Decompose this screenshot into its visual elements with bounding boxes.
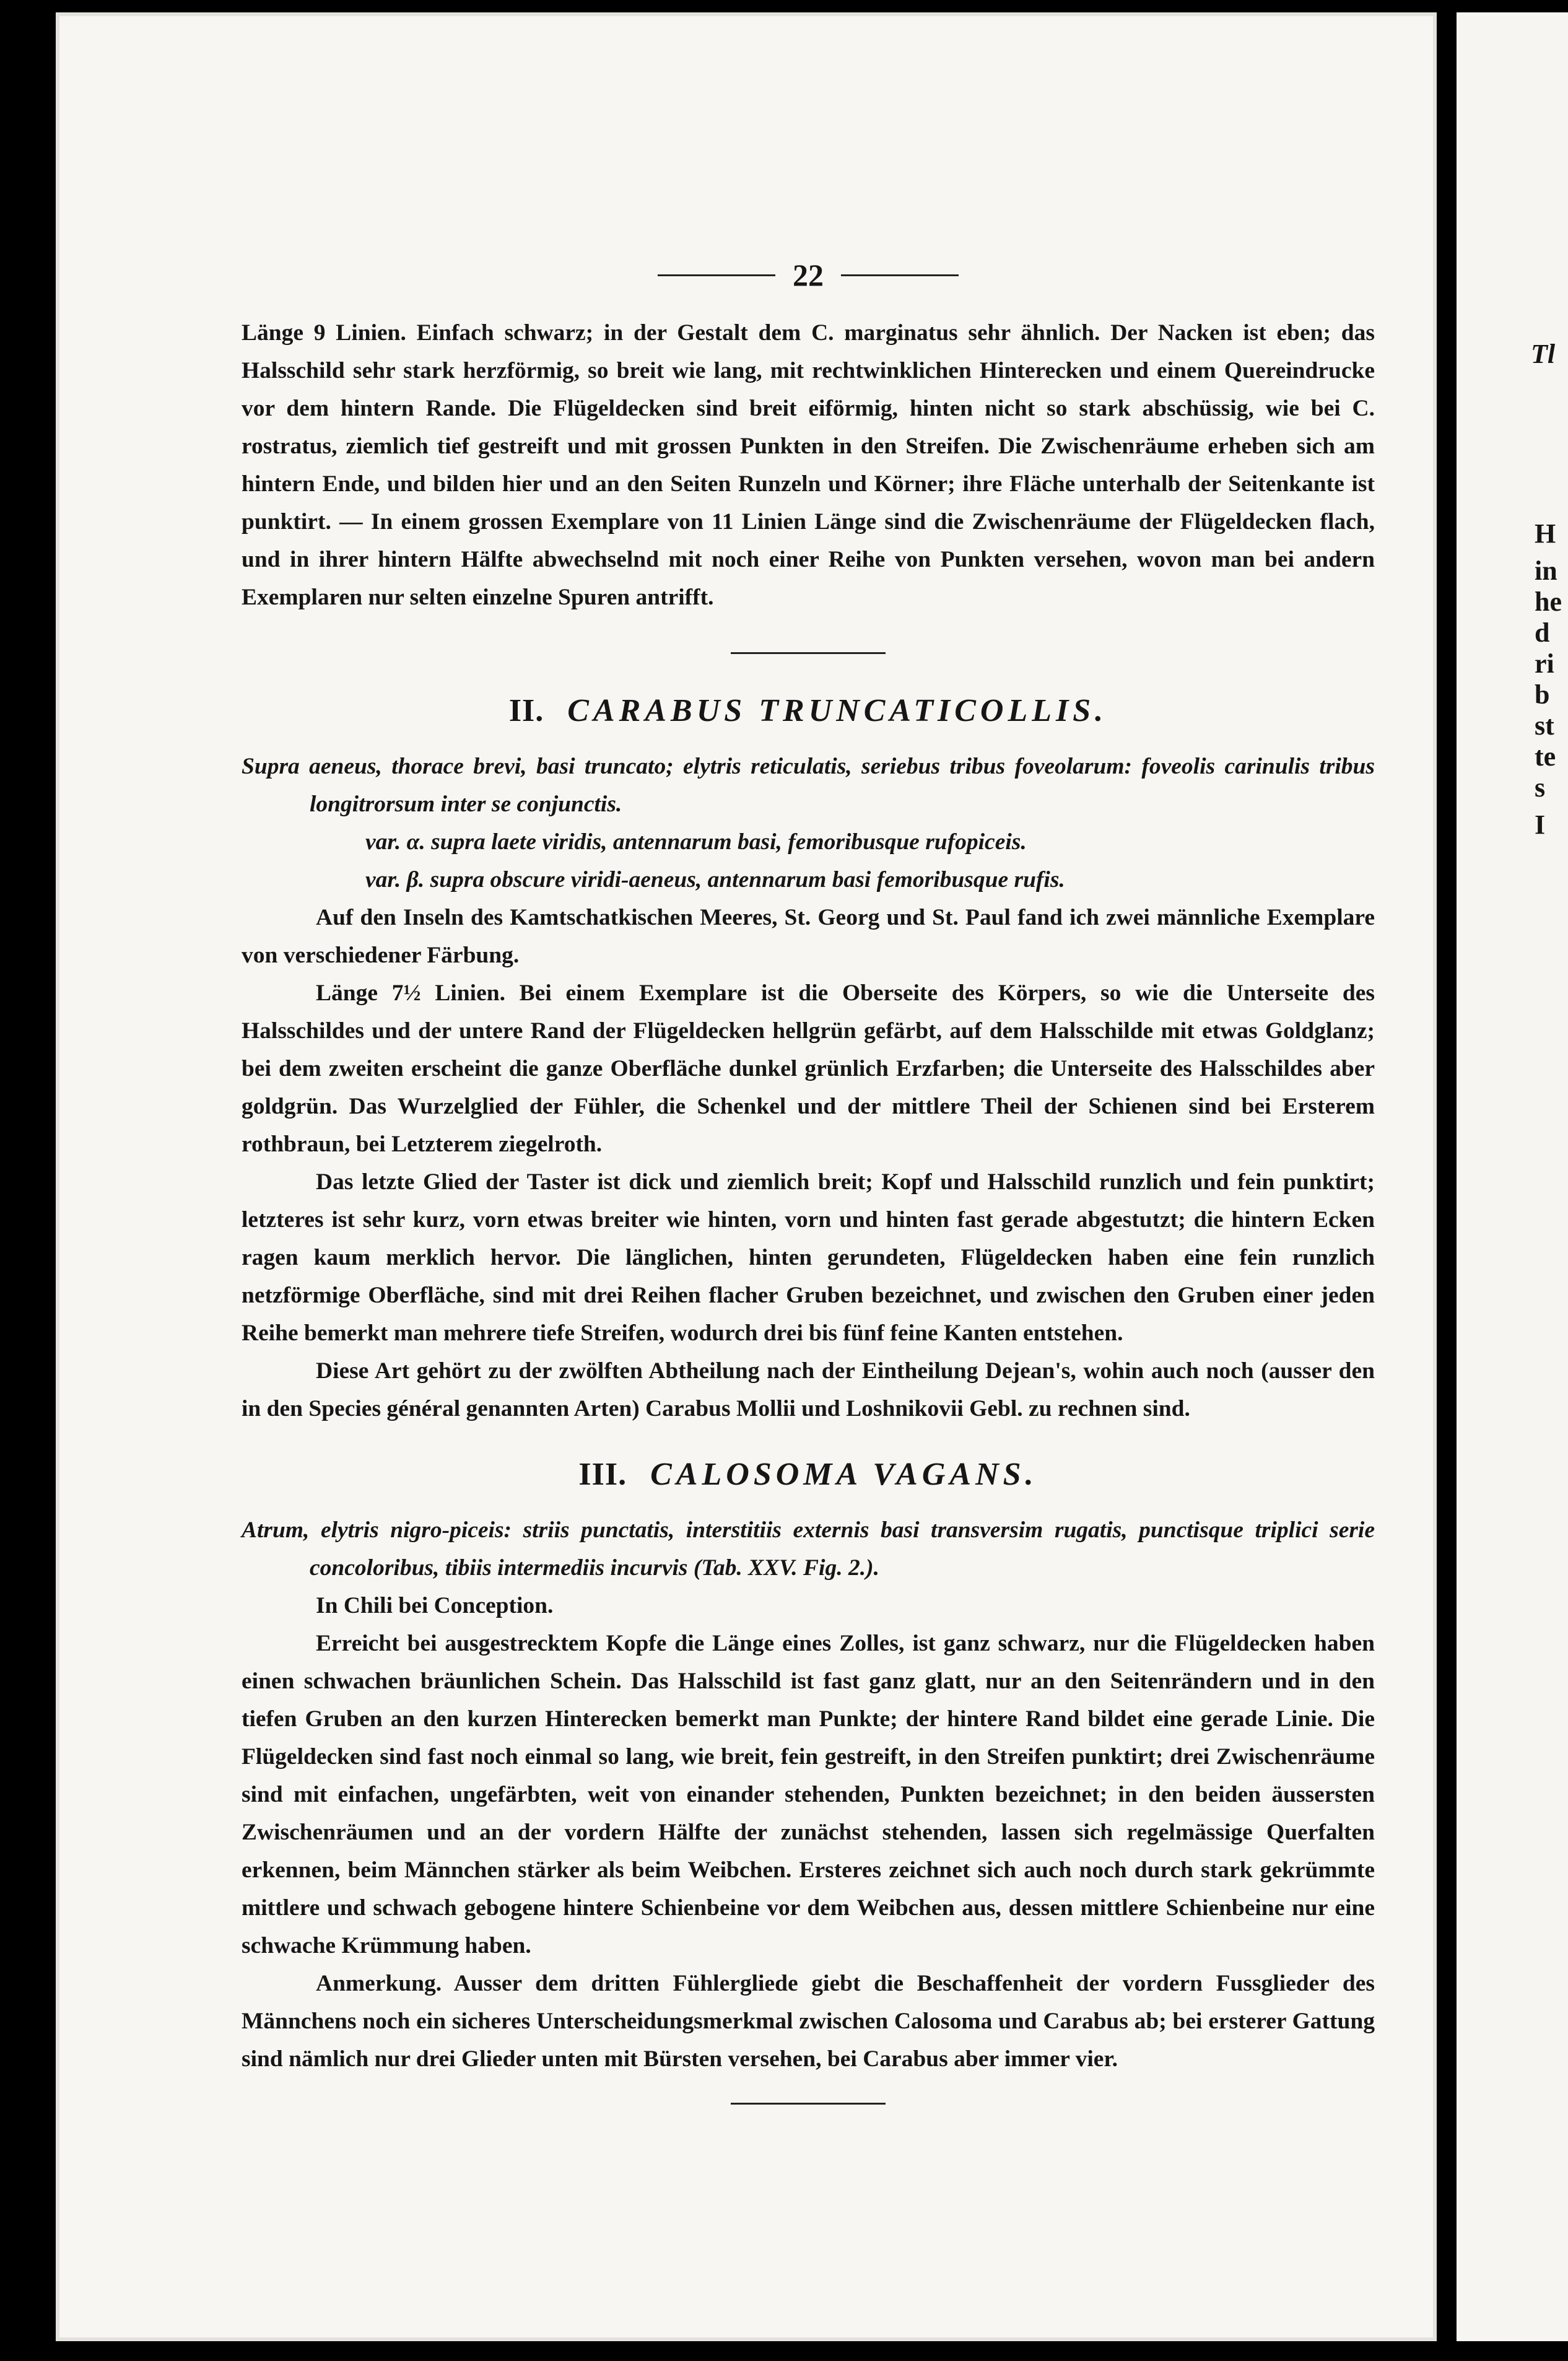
species-name: CALOSOMA VAGANS.	[650, 1457, 1038, 1492]
adjacent-page-edge	[1457, 12, 1568, 2341]
section-separator	[731, 652, 886, 654]
header-rule-right	[841, 274, 959, 276]
page-edge-fragment: he	[1535, 587, 1562, 617]
page-edge-fragment: H	[1535, 518, 1556, 549]
locality-paragraph: Auf den Inseln des Kamtschatkischen Meeres, St. Georg und St. Paul fand ich zwei männliche Exemplare von verschiedener Färbung.	[242, 905, 1375, 968]
page-header	[242, 257, 1375, 293]
page-edge-fragment: I	[1535, 810, 1546, 840]
note-paragraph: Anmerkung. Ausser dem dritten Fühlergliede giebt die Beschaffenheit der vordern Fussglieder des Männchens noch ein sicheres Unterscheidungsmerkmal zwischen Calosoma und Carabus ab; bei ersterer Gattung sind nämlich nur drei Glieder unten mit Bürsten versehen, bei Carabus aber immer vier.	[242, 1971, 1375, 2072]
book-page	[56, 12, 1437, 2341]
page-edge-fragment: st	[1535, 710, 1554, 741]
page-edge-fragment: s	[1535, 772, 1546, 803]
page-edge-fragment: b	[1535, 679, 1550, 710]
section-numeral: II.	[508, 693, 544, 728]
header-rule-left	[658, 274, 775, 276]
page-edge-fragment: d	[1535, 618, 1550, 648]
section-heading-carabus	[242, 692, 1375, 729]
description-paragraph: Das letzte Glied der Taster ist dick und ziemlich breit; Kopf und Halsschild runzlich und fein punktirt; letzteres ist sehr kurz, vorn etwas breiter wie hinten, vorn und hinten fast gerade abgestutzt; die hintern Ecken ragen kaum merklich hervor. Die länglichen, hinten gerundeten, Flügeldecken haben eine fein runzlich netzförmige Oberfläche, sind mit drei Reihen flacher Gruben bezeichnet, und zwischen den Gruben einer jeden Reihe bemerkt man mehrere tiefe Streifen, wodurch drei bis fünf feine Kanten entstehen.	[242, 1169, 1375, 1346]
section-1-paragraph: Länge 9 Linien. Einfach schwarz; in der Gestalt dem C. marginatus sehr ähnlich. Der Nacken ist eben; das Halsschild sehr stark herzförmig, so breit wie lang, mit rechtwinklichen Hinterecken und einem Quereindrucke vor dem hintern Rande. Die Flügeldecken sind breit eiförmig, hinten nicht so stark abschüssig, wie bei C. rostratus, ziemlich tief gestreift und mit grossen Punkten in den Streifen. Die Zwischenräume erheben sich am hintern Ende, und bilden hier und an den Seiten Runzeln und Körner; ihre Fläche unterhalb der Seitenkante ist punktirt. — In einem grossen Exemplare von 11 Linien Länge sind die Zwischenräume der Flügeldecken flach, und in ihrer hintern Hälfte abwechselnd mit noch einer Reihe von Punkten versehen, wovon man bei andern Exemplaren nur selten einzelne Spuren antrifft.	[242, 320, 1375, 610]
section-heading-calosoma	[242, 1456, 1375, 1493]
page-edge-fragment: Tl	[1531, 339, 1556, 369]
species-name: CARABUS TRUNCATICOLLIS.	[567, 693, 1108, 728]
locality-paragraph: In Chili bei Conception.	[316, 1593, 554, 1618]
page-number: 22	[793, 258, 824, 292]
latin-diagnosis: Supra aeneus, thorace brevi, basi truncato; elytris reticulatis, seriebus tribus foveolarum: foveolis carinulis tribus longitrorsum inter se conjunctis.	[242, 754, 1375, 817]
page-edge-fragment: te	[1535, 741, 1556, 772]
latin-diagnosis: Atrum, elytris nigro-piceis: striis punctatis, interstitiis externis basi transversim rugatis, punctisque triplici serie concoloribus, tibiis intermediis incurvis (Tab. XXV. Fig. 2.).	[242, 1517, 1375, 1581]
page-edge-fragment: in	[1535, 556, 1557, 586]
end-separator	[731, 2103, 886, 2105]
classification-paragraph: Diese Art gehört zu der zwölften Abtheilung nach der Eintheilung Dejean's, wohin auch noch (ausser den in den Species général genannten Arten) Carabus Mollii und Loshnikovii Gebl. zu rechnen sind.	[242, 1358, 1375, 1421]
page-edge-fragment: ri	[1535, 648, 1554, 679]
description-paragraph: Länge 7½ Linien. Bei einem Exemplare ist die Oberseite des Körpers, so wie die Unterseite des Halsschildes und der untere Rand der Flügeldecken hellgrün gefärbt, auf dem Halsschilde mit etwas Goldglanz; bei dem zweiten erscheint die ganze Oberfläche dunkel grünlich Erzfarben; die Unterseite des Halsschildes aber goldgrün. Das Wurzelglied der Fühler, die Schenkel und der mittlere Theil der Schienen sind bei Ersterem rothbraun, bei Letzterem ziegelroth.	[242, 980, 1375, 1157]
section-numeral: III.	[578, 1457, 627, 1492]
description-paragraph: Erreicht bei ausgestrecktem Kopfe die Länge eines Zolles, ist ganz schwarz, nur die Flügeldecken haben einen schwachen bräunlichen Schein. Das Halsschild ist fast ganz glatt, nur an den Seitenrändern und in den tiefen Gruben an den kurzen Hinterecken bemerkt man Punkte; der hintere Rand bildet eine gerade Linie. Die Flügeldecken sind fast noch einmal so lang, wie breit, fein gestreift, in den Streifen punktirt; drei Zwischenräume sind mit einfachen, ungefärbten, weit von einander stehenden, Punkten bezeichnet; in den beiden äussersten Zwischenräumen und an der vordern Hälfte der zunächst stehenden, lassen sich regelmässige Querfalten erkennen, beim Männchen stärker als beim Weibchen. Ersteres zeichnet sich auch noch durch stark gekrümmte mittlere und schwach gebogene hintere Schienbeine vor dem Weibchen aus, dessen mittlere Schienbeine nur eine schwache Krümmung haben.	[242, 1631, 1375, 1958]
page-content	[242, 257, 1375, 2143]
variety-alpha: var. α. supra laete viridis, antennarum basi, femoribusque rufopiceis.	[365, 829, 1027, 855]
variety-beta: var. β. supra obscure viridi-aeneus, antennarum basi femoribusque rufis.	[365, 867, 1065, 892]
